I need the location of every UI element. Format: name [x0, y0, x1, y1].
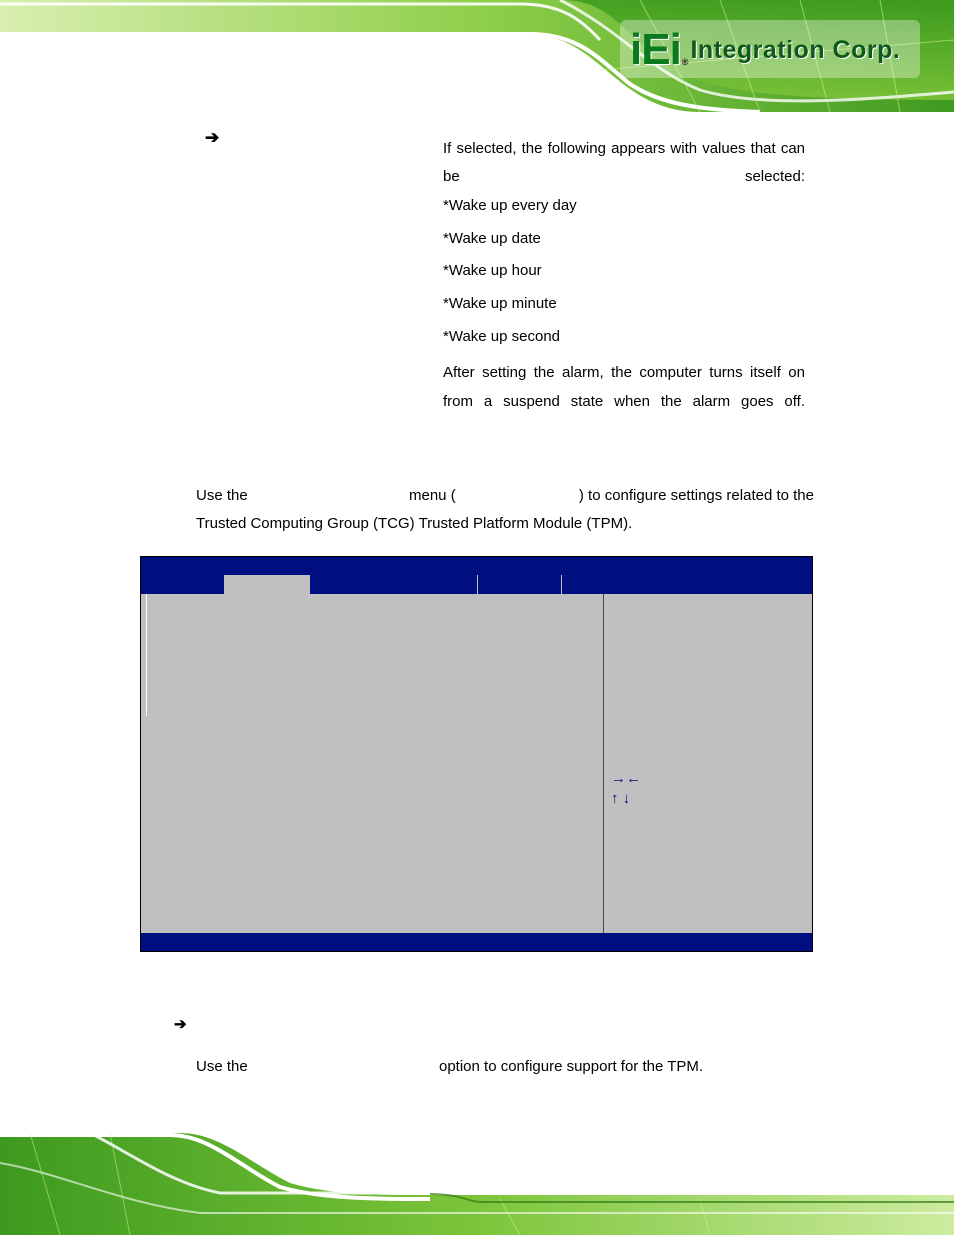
logo-mark: iEi: [630, 25, 681, 74]
bios-tab-5[interactable]: [561, 575, 813, 594]
intro-menu-open: menu (: [409, 487, 456, 504]
tpm-bullet-arrow-icon: ➔: [174, 1016, 187, 1033]
bios-footer-bar: [141, 933, 812, 951]
intro-line2: Trusted Computing Group (TCG) Trusted Platform Module (TPM).: [196, 515, 633, 532]
bios-screen: [140, 556, 813, 952]
bios-left-highlight: [146, 594, 147, 716]
select-screen-arrows-icon: →←: [611, 770, 641, 787]
intro-use-the: Use the: [196, 487, 248, 504]
wake-item-hour: *Wake up hour: [443, 262, 542, 279]
company-logo: [630, 26, 900, 74]
logo-registered-mark: ®: [681, 57, 689, 67]
bios-tab-1[interactable]: [141, 575, 223, 594]
bios-tab-active[interactable]: [224, 575, 309, 594]
bios-tab-3[interactable]: [309, 575, 478, 594]
bios-tab-4[interactable]: [477, 575, 562, 594]
wake-item-date: *Wake up date: [443, 230, 541, 247]
wake-after-text: After setting the alarm, the computer turns itself on from a suspend state when the alarm goes off.: [443, 364, 805, 410]
tpm-use-the: Use the: [196, 1058, 248, 1075]
wake-intro-text: If selected, the following appears with values that can be selected:: [443, 140, 805, 185]
bios-help-panel: [611, 769, 641, 809]
intro-rest: ) to configure settings related to the: [578, 487, 814, 504]
footer-graphic: [0, 1133, 954, 1235]
select-item-arrows-icon: ↑ ↓: [611, 790, 631, 807]
bullet-arrow-icon: ➔: [205, 128, 220, 147]
footer-banner: [0, 1133, 954, 1235]
wake-item-second: *Wake up second: [443, 328, 561, 345]
tpm-rest: option to configure support for the TPM.: [439, 1058, 704, 1075]
bios-help-divider: [603, 594, 604, 934]
bios-tab-bar: [141, 575, 812, 594]
wake-item-minute: *Wake up minute: [443, 295, 557, 312]
wake-item-every-day: *Wake up every day: [443, 197, 577, 214]
logo-company-name: Integration Corp.: [690, 35, 901, 64]
